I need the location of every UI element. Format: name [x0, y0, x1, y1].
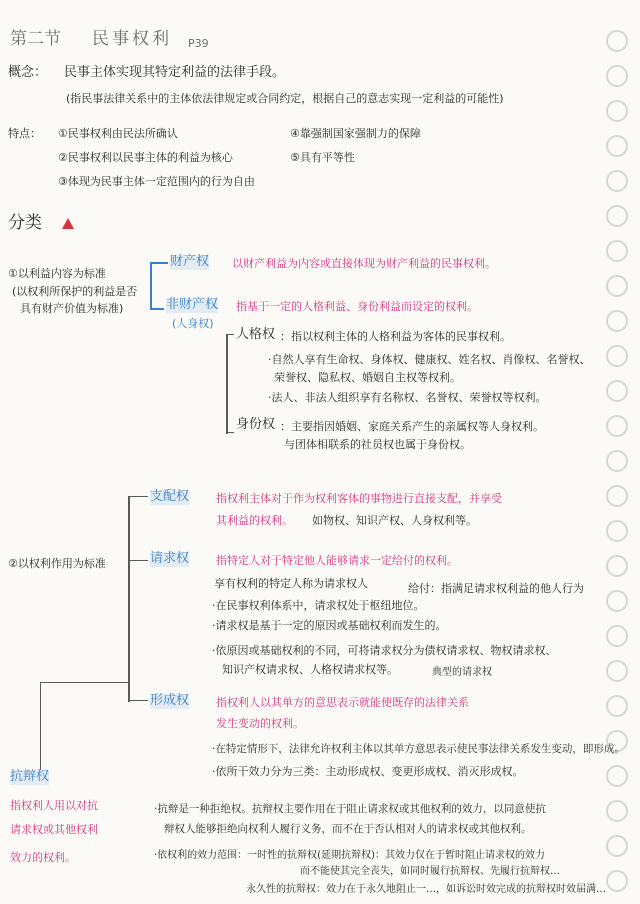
page-number: P39 — [188, 37, 209, 50]
cat1-criterion: ①以利益内容为标准 — [8, 267, 106, 280]
claim-right-term: 请求权 — [150, 551, 190, 566]
cat1-note: 具有财产价值为标准) — [20, 302, 124, 315]
concept-label: 概念： — [8, 65, 48, 80]
formative-right-def: 指权利人以其单方的意思表示就能使既存的法律关系 — [216, 696, 469, 709]
formative-item: ·依所干效力分为三类：主动形成权、变更形成权、消灭形成权。 — [212, 765, 524, 778]
feature-item: ⑤具有平等性 — [290, 151, 355, 164]
claim-note-left: 享有权利的特定人称为请求权人 — [214, 577, 368, 590]
binder-ring — [606, 345, 628, 367]
bracket-line — [40, 682, 128, 683]
bracket-line — [128, 496, 148, 497]
defense-right-def: 请求权或其他权利 — [10, 823, 98, 836]
bracket-line — [150, 262, 168, 264]
bracket-line — [128, 700, 148, 701]
dominion-right-def: 指权利主体对于作为权利客体的事物进行直接支配，并享受 — [216, 492, 502, 505]
defense-item: ·抗辩是一种拒绝权。抗辩权主要作用在于阻止请求权或其他权利的效力，以同意使抗 — [154, 803, 546, 815]
nonproperty-right-term: 非财产权 — [166, 297, 219, 312]
cat2-criterion: ②以权利作用为标准 — [8, 557, 106, 570]
personality-item: 荣誉权、隐私权、婚姻自主权等权利。 — [274, 371, 461, 384]
binder-ring — [606, 205, 628, 227]
binder-ring — [606, 380, 628, 402]
formative-right-def2: 发生变动的权利。 — [216, 717, 304, 730]
concept-note: (指民事法律关系中的主体依法律规定或合同约定，根据自己的意志实现一定利益的可能性) — [66, 92, 504, 105]
cat1-note: (以权利所保护的利益是否 — [12, 285, 138, 298]
bracket-line — [128, 560, 148, 561]
binder-ring — [606, 520, 628, 542]
binder-ring — [606, 625, 628, 647]
binder-ring — [606, 170, 628, 192]
formative-item: ·在特定情形下，法律允许权利主体以其单方意思表示使民事法律关系发生变动，即形成。 — [212, 743, 625, 755]
claim-item: 知识产权请求权、人格权请求权等。 — [222, 663, 398, 676]
bracket-line — [128, 496, 130, 702]
personality-right-def: ：指以权利主体的人格利益为客体的民事权利。 — [280, 330, 511, 343]
feature-item: ②民事权利以民事主体的利益为核心 — [58, 151, 233, 164]
personality-item: ·法人、非法人组织享有名称权、名誉权、荣誉权等权利。 — [268, 391, 547, 404]
binder-ring — [606, 765, 628, 787]
binder-ring — [606, 310, 628, 332]
identity-right-def: ：主要指因婚姻、家庭关系产生的亲属权等人身权利。 — [280, 420, 544, 433]
defense-item: 辩权人能够拒绝向权利人履行义务，而不在于否认相对人的请求权或其他权利。 — [164, 823, 532, 835]
dominion-right-term: 支配权 — [150, 489, 190, 504]
binder-ring — [606, 30, 628, 52]
claim-item: ·在民事权利体系中，请求权处于枢纽地位。 — [212, 599, 425, 612]
personality-item: ·自然人享有生命权、身体权、健康权、姓名权、肖像权、名誉权、 — [268, 353, 591, 366]
binder-ring — [606, 485, 628, 507]
nonproperty-right-def: 指基于一定的人格利益、身份利益而设定的权利。 — [236, 300, 478, 313]
bracket-line — [40, 682, 41, 770]
binder-ring — [606, 835, 628, 857]
feature-item: ③体现为民事主体一定范围内的行为自由 — [58, 175, 255, 188]
concept-text: 民事主体实现其特定利益的法律手段。 — [64, 65, 286, 80]
defense-item: 永久性的抗辩权：效力在于永久地阻止一…，如诉讼时效完成的抗辩权时效届满… — [246, 884, 606, 895]
binder-ring — [606, 65, 628, 87]
defense-right-def: 效力的权利。 — [10, 851, 76, 864]
triangle-icon — [62, 218, 74, 229]
binder-ring — [606, 870, 628, 892]
dominion-right-def2: 其利益的权利。 — [216, 514, 293, 527]
feature-item: ①民事权利由民法所确认 — [58, 127, 178, 140]
property-right-term: 财产权 — [170, 254, 210, 269]
bracket-line — [226, 432, 234, 433]
identity-right-term: 身份权 — [236, 417, 276, 432]
binder-ring — [606, 100, 628, 122]
defense-right-def: 指权利人用以对抗 — [10, 799, 98, 812]
defense-item: ·依权利的效力范围：一时性的抗辩权(延期抗辩权)：其效力仅在于暂时阻止请求权的效力 — [154, 850, 545, 861]
page-title: 民事权利 — [92, 29, 172, 49]
personality-right-term: 人格权 — [236, 327, 276, 342]
binder-ring — [606, 450, 628, 472]
binder-rings — [604, 0, 634, 904]
claim-item: ·请求权是基于一定的原因或基础权利而发生的。 — [212, 619, 447, 632]
defense-right-term: 抗辩权 — [10, 769, 50, 784]
binder-ring — [606, 695, 628, 717]
personal-right-term: (人身权) — [172, 317, 214, 330]
binder-ring — [606, 555, 628, 577]
features-label: 特点： — [8, 127, 41, 140]
binder-ring — [606, 800, 628, 822]
bracket-line — [150, 308, 164, 310]
binder-ring — [606, 275, 628, 297]
formative-right-term: 形成权 — [150, 693, 190, 708]
classification-label: 分类 — [8, 213, 42, 233]
claim-item: ·依原因或基础权利的不同，可将请求权分为债权请求权、物权请求权、 — [212, 644, 557, 657]
claim-arrow-label: 典型的请求权 — [432, 667, 492, 678]
section-number: 第二节 — [10, 29, 61, 49]
binder-ring — [606, 590, 628, 612]
binder-ring — [606, 240, 628, 262]
claim-note-right: 给付：指满足请求权利益的他人行为 — [408, 582, 584, 595]
binder-ring — [606, 415, 628, 437]
bracket-line — [226, 334, 228, 434]
identity-right-def2: 与团体相联系的社员权也属于身份权。 — [284, 438, 471, 451]
binder-ring — [606, 660, 628, 682]
binder-ring — [606, 135, 628, 157]
property-right-def: 以财产利益为内容或直接体现为财产利益的民事权利。 — [232, 257, 496, 270]
feature-item: ④靠强制国家强制力的保障 — [290, 127, 421, 140]
defense-item: 而不能使其完全丧失，如同时履行抗辩权、先履行抗辩权… — [300, 866, 560, 877]
dominion-right-note: 如物权、知识产权、人身权利等。 — [312, 514, 477, 527]
bracket-line — [226, 334, 234, 335]
claim-right-def: 指特定人对于特定他人能够请求一定给付的权利。 — [216, 554, 458, 567]
bracket-line — [150, 262, 152, 310]
